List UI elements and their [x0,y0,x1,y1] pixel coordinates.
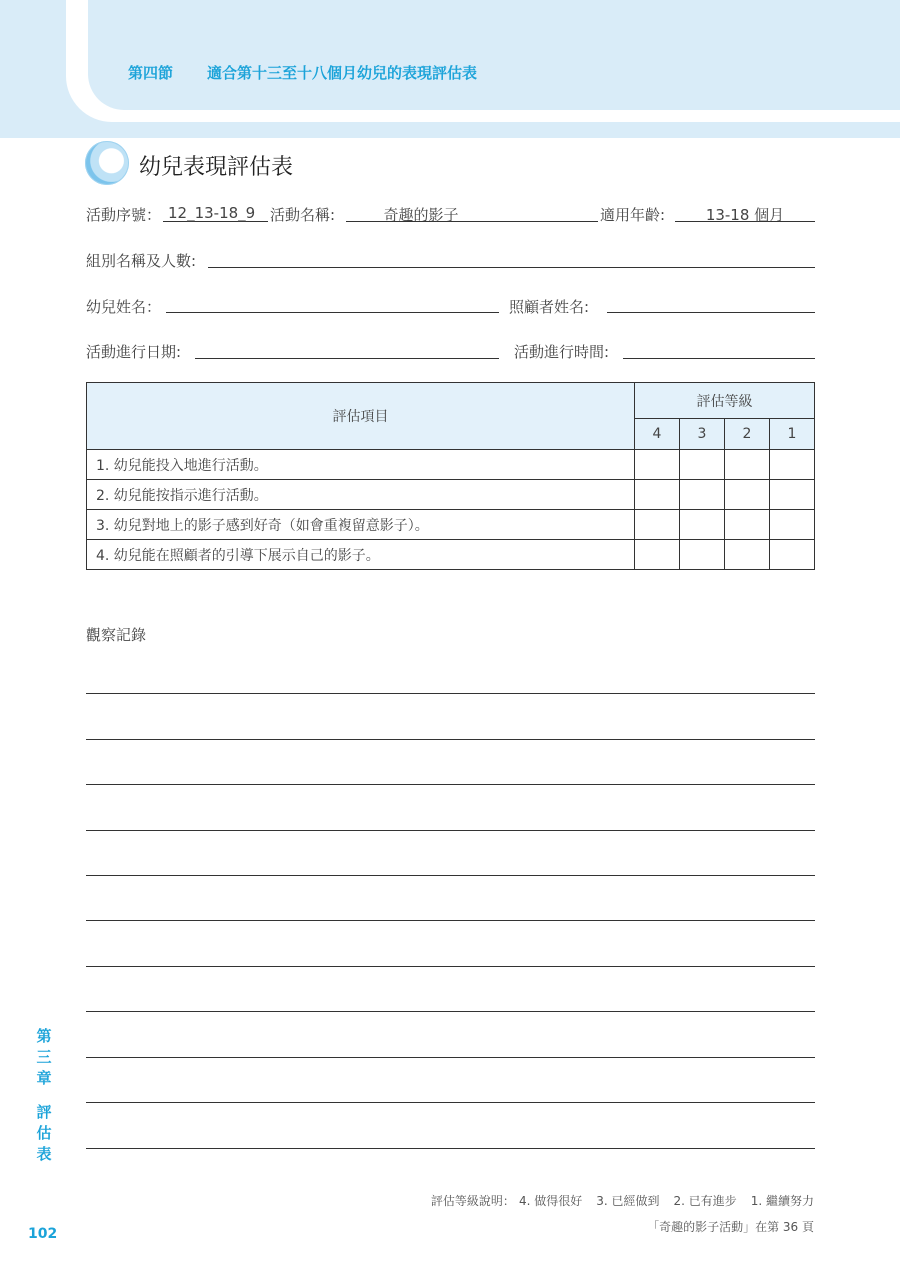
grade-checkbox[interactable] [770,540,815,570]
legend-2: 2. 已有進步 [673,1194,737,1208]
time-label: 活動進行時間: [514,343,610,361]
observation-line[interactable] [86,739,815,740]
grade-checkbox[interactable] [725,510,770,540]
section-number: 第四節 [128,64,174,82]
grade-checkbox[interactable] [635,540,680,570]
observation-line[interactable] [86,966,815,967]
bubble-icon [85,141,129,185]
grade-checkbox[interactable] [680,450,725,480]
chapter-tab [34,1026,54,1165]
legend-4: 4. 做得很好 [518,1194,583,1208]
grade-checkbox[interactable] [635,510,680,540]
table-row [87,540,815,570]
section-title: 適合第十三至十八個月幼兒的表現評估表 [207,64,478,82]
date-field[interactable] [195,358,499,359]
chapter-name: 評估表 [36,1103,52,1163]
grade-col-3: 3 [680,419,725,450]
observation-line[interactable] [86,1057,815,1058]
observation-line[interactable] [86,920,815,921]
age-label: 適用年齡: [600,206,666,224]
grade-checkbox[interactable] [680,510,725,540]
section-heading [128,62,477,83]
grade-checkbox[interactable] [725,540,770,570]
activity-no-value[interactable]: 12_13-18_9 [168,204,256,222]
item-header: 評估項目 [87,383,635,450]
evaluation-table [86,382,815,570]
table-row [87,510,815,540]
child-name-label: 幼兒姓名： [86,298,162,316]
time-field[interactable] [623,358,815,359]
age-value[interactable]: 13-18 個月 [705,206,785,224]
activity-no-label: 活動序號： [86,206,162,224]
item-text: 1. 幼兒能投入地進行活動。 [87,450,635,480]
form-title: 幼兒表現評估表 [139,155,294,180]
date-label: 活動進行日期: [86,343,182,361]
observation-line[interactable] [86,830,815,831]
observation-line[interactable] [86,1148,815,1149]
page-number: 102 [28,1226,58,1242]
observation-line[interactable] [86,1102,815,1103]
activity-reference: 「奇趣的影子活動」在第 36 頁 [647,1220,814,1234]
legend-label: 評估等級說明： [430,1194,515,1208]
grade-checkbox[interactable] [770,450,815,480]
observation-line[interactable] [86,875,815,876]
table-row [87,480,815,510]
grade-checkbox[interactable] [770,510,815,540]
grade-legend [431,1192,814,1209]
item-text: 4. 幼兒能在照顧者的引導下展示自己的影子。 [87,540,635,570]
observation-line[interactable] [86,784,815,785]
grade-checkbox[interactable] [635,480,680,510]
item-text: 2. 幼兒能按指示進行活動。 [87,480,635,510]
grade-checkbox[interactable] [680,540,725,570]
grade-header: 評估等級 [635,383,815,419]
caregiver-label: 照顧者姓名: [509,298,590,316]
grade-col-2: 2 [725,419,770,450]
header-panel [88,0,900,110]
grade-col-4: 4 [635,419,680,450]
grade-checkbox[interactable] [770,480,815,510]
grade-checkbox[interactable] [725,480,770,510]
activity-name-label: 活動名稱: [270,206,336,224]
activity-name-value[interactable]: 奇趣的影子 [383,206,459,224]
caregiver-field[interactable] [607,312,815,313]
grade-checkbox[interactable] [635,450,680,480]
grade-checkbox[interactable] [680,480,725,510]
group-field[interactable] [208,267,815,268]
grade-col-1: 1 [770,419,815,450]
chapter-number: 第三章 [36,1027,52,1087]
observation-line[interactable] [86,693,815,694]
observation-line[interactable] [86,1011,815,1012]
table-row [87,450,815,480]
group-label: 組別名稱及人數: [86,252,197,270]
observation-title: 觀察記錄 [86,626,147,644]
item-text: 3. 幼兒對地上的影子感到好奇（如會重複留意影子）。 [87,510,635,540]
grade-checkbox[interactable] [725,450,770,480]
legend-1: 1. 繼續努力 [750,1194,814,1208]
child-name-field[interactable] [166,312,499,313]
legend-3: 3. 已經做到 [596,1194,660,1208]
